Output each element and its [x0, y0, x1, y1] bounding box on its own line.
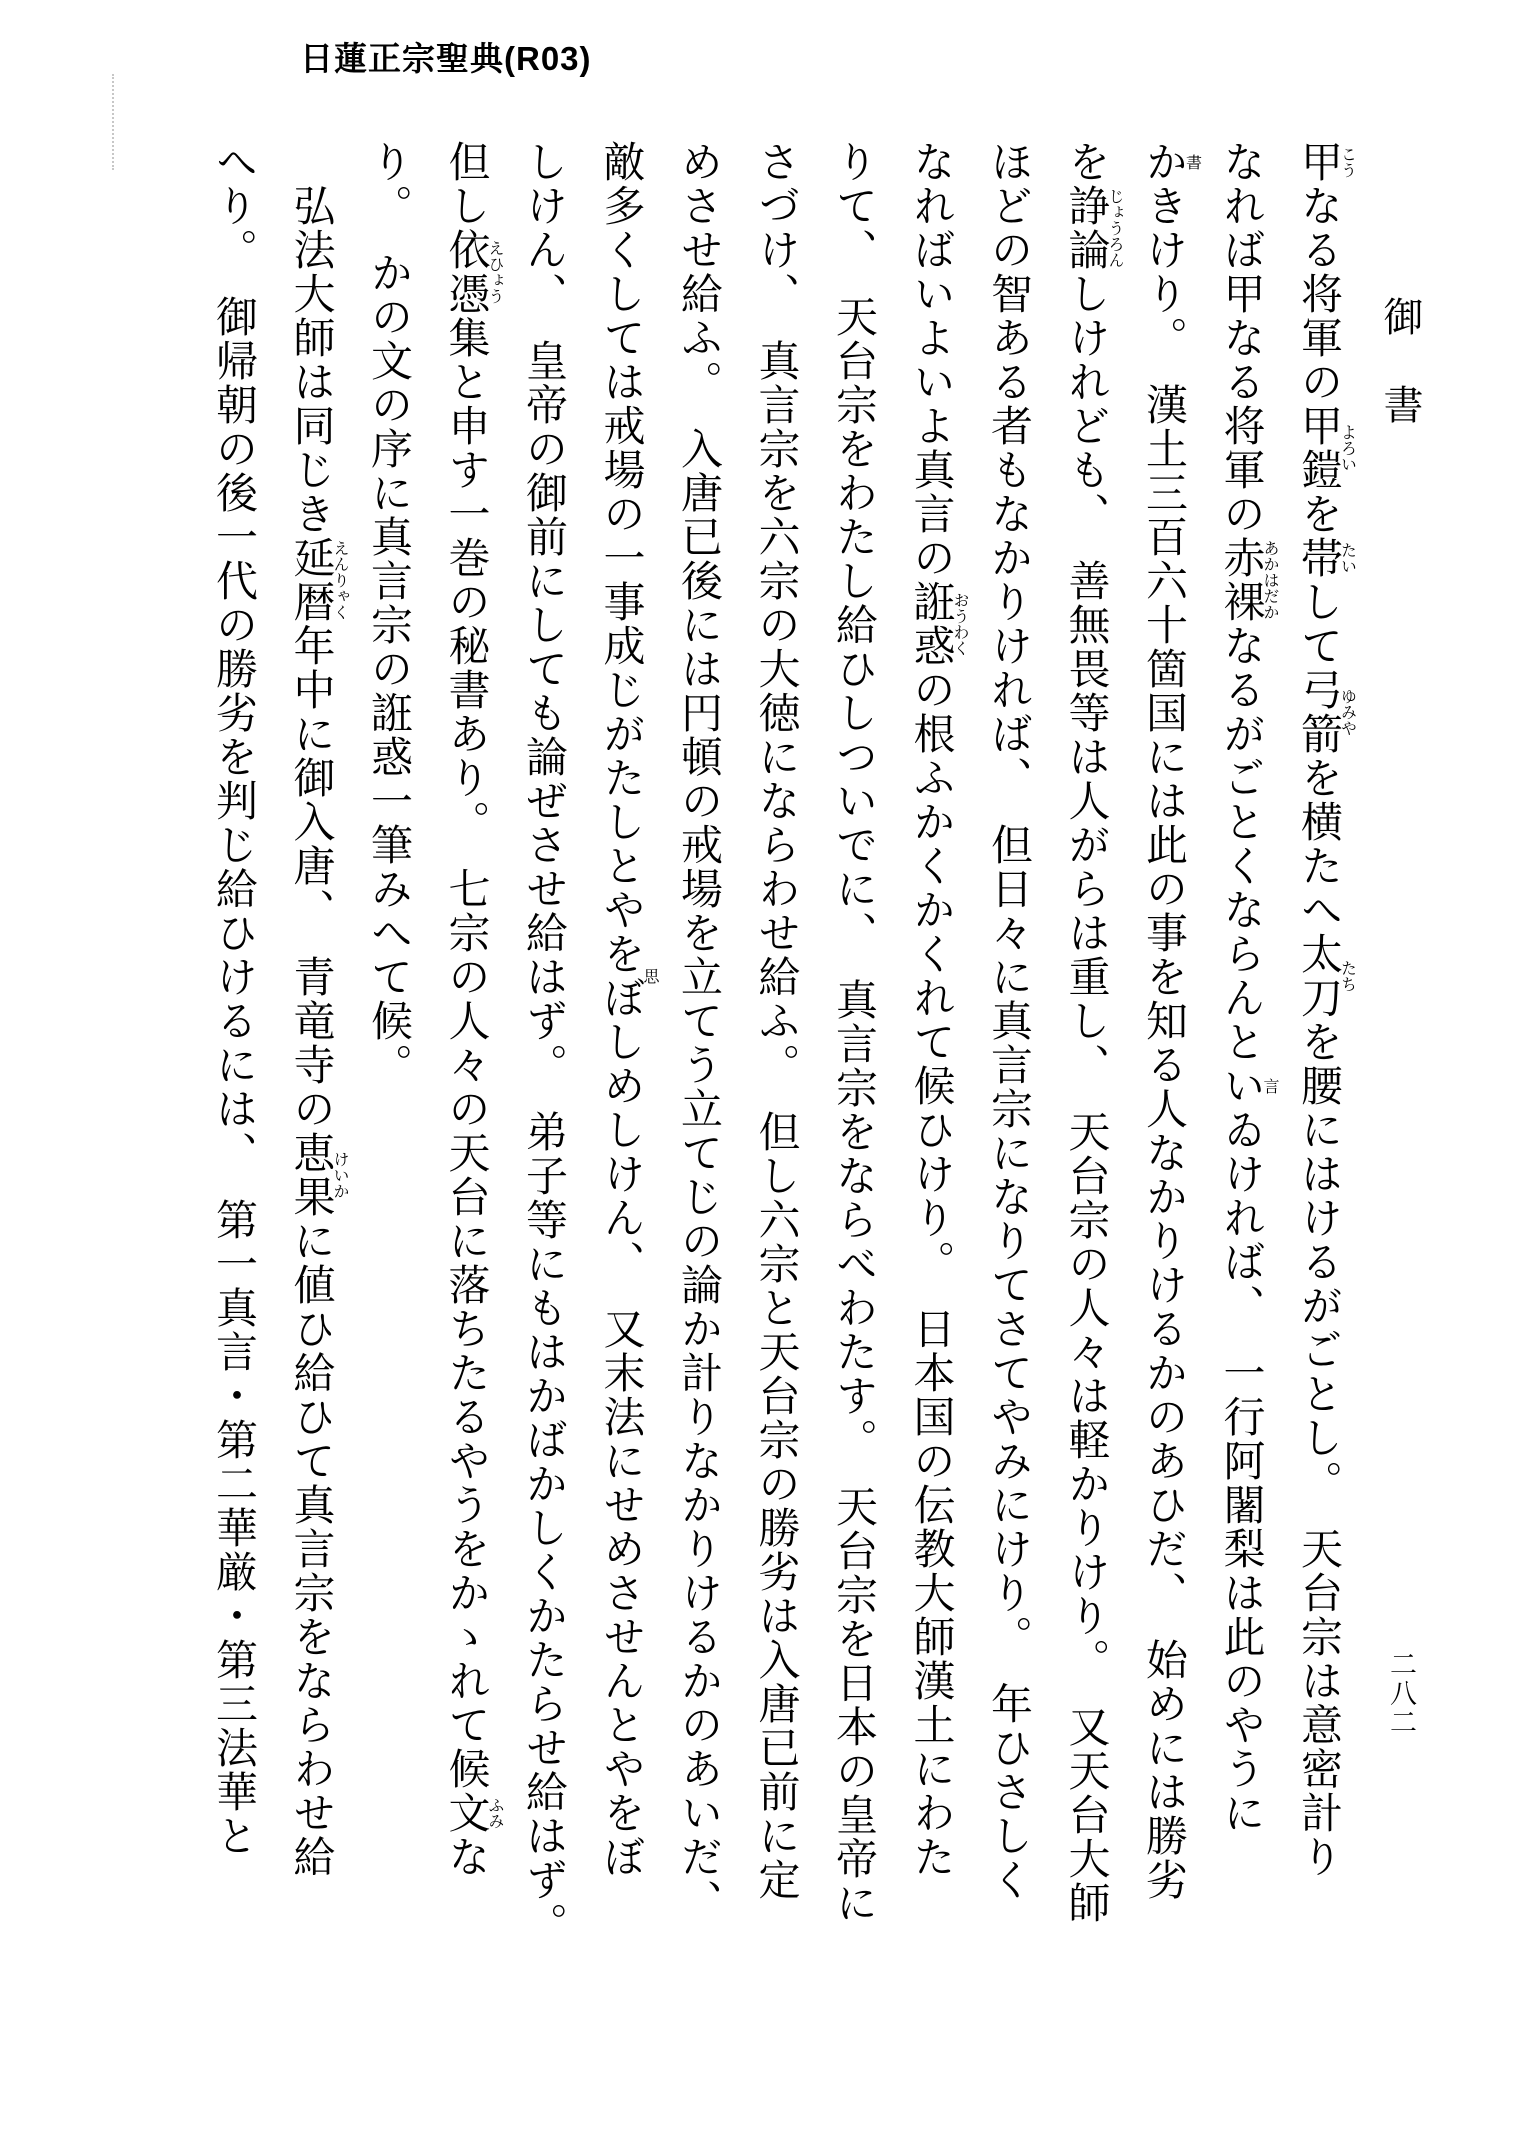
ruby-annotated-text: 弓箭ゆみや	[1295, 668, 1356, 756]
text-column-11: しけん、 皇帝の御前にしても論ぜさせ給はず。 弟子等にもはかばかしくかたらせ給はず。	[520, 140, 566, 1946]
ruby-annotated-text: 太刀たち	[1295, 932, 1356, 1020]
text-column-5: ほどの智ある者もなかりければ、 但日々に真言宗になりてさてやみにけり。 年ひさしく	[985, 140, 1031, 1902]
running-title: 御 書	[1378, 296, 1423, 428]
ruby-annotated-text: をぼ思	[597, 932, 658, 1020]
text-column-13: り。 かの文の序に真言宗の誑惑一筆みへて候。	[365, 140, 411, 1087]
ruby-annotated-text: 延暦えんりゃく	[287, 536, 348, 624]
ruby-annotated-text: 恵果けいか	[287, 1131, 348, 1219]
ruby-annotated-text: 諍論じょうろん	[1062, 184, 1123, 272]
text-column-15: へり。 御帰朝の後一代の勝劣を判じ給ひけるには、 第一真言・第二華厳・第三法華と	[210, 140, 256, 1858]
ruby-annotated-text: か書	[1140, 140, 1201, 184]
text-column-14: 弘法大師は同じき延暦えんりゃく年中に御入唐、 青竜寺の恵果けいかに値ひ給ひて真言宗をならわせ給	[287, 140, 348, 1879]
ruby-annotated-text: 甲こう	[1295, 140, 1356, 184]
text-column-8: さづけ、 真言宗を六宗の大徳にならわせ給ふ。 但し六宗と天台宗の勝劣は入唐已前に定	[752, 140, 799, 1902]
ruby-annotated-text: 依憑えひょう	[442, 228, 503, 316]
edition-header: 日蓮正宗聖典(R03)	[300, 40, 592, 77]
text-column-6: なればいよいよ真言の誑惑おうわくの根ふかくかくれて候ひけり。 日本国の伝教大師漢土にわた	[907, 140, 968, 1879]
text-column-12: 但し依憑えひょう集と申す一巻の秘書あり。 七宗の人々の天台に落ちたるやうをかゝれて候文ふみな	[442, 140, 503, 1879]
ruby-annotated-text: 甲鎧よろい	[1295, 404, 1356, 492]
text-column-9: めさせ給ふ。 入唐已後には円頓の戒場を立てう立てじの論か計りなかりけるかのあいだ、	[675, 140, 721, 1923]
page-number: 二八二	[1386, 1650, 1416, 1737]
text-column-10: 敵多くしては戒場の一事成じがたしとやをぼ思しめしけん、 又末法にせめさせんとやをぼ	[597, 140, 658, 1879]
text-column-2: なれば甲なる将軍の赤裸あかはだかなるがごとくならんとい言ゐければ、 一行阿闍梨は此のやうに	[1217, 140, 1278, 1835]
ruby-annotated-text: い言	[1217, 1064, 1278, 1108]
ruby-annotated-text: 帯たい	[1295, 536, 1356, 580]
ruby-annotated-text: 誑惑おうわく	[907, 580, 968, 668]
text-column-1: 甲こうなる将軍の甲鎧よろいを帯たいして弓箭ゆみやを横たへ太刀たちを腰にはけるがごとし。 天台宗は意密計り	[1295, 140, 1356, 1879]
text-column-3: か書きけり。 漢土三百六十箇国には此の事を知る人なかりけるかのあひだ、 始めには勝劣	[1140, 140, 1201, 1902]
ruby-annotated-text: 文ふみ	[442, 1791, 503, 1835]
ruby-annotated-text: 赤裸あかはだか	[1217, 536, 1278, 624]
text-column-7: りて、 天台宗をわたし給ひしついでに、 真言宗をならべわたす。 天台宗を日本の皇帝に	[830, 140, 876, 1925]
text-column-4: を諍論じょうろんしけれども、 善無畏等は人がらは重し、 天台宗の人々は軽かりけり。 又天台大師	[1062, 140, 1123, 1925]
